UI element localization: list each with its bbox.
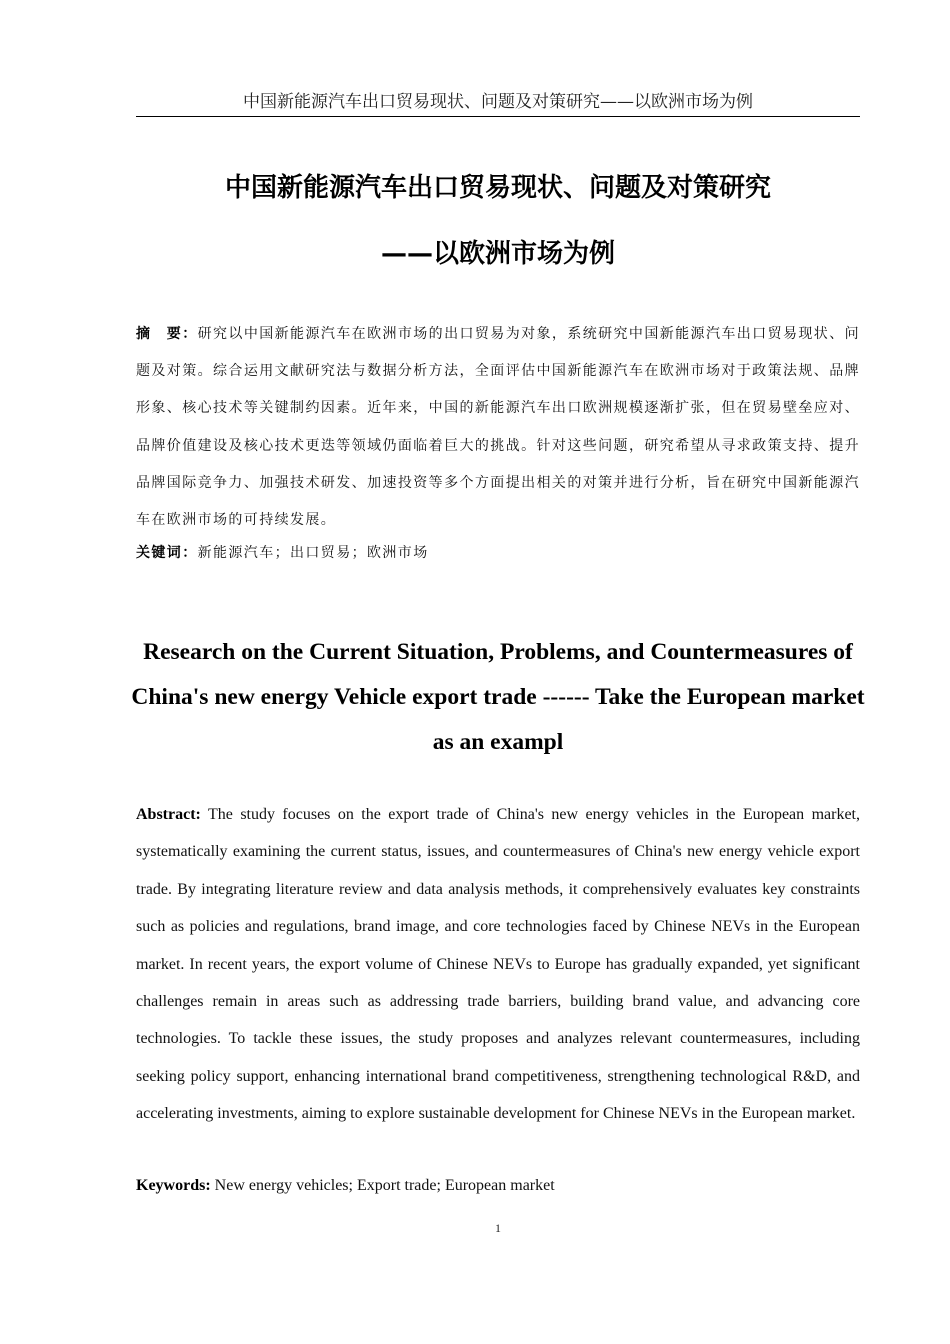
- chinese-keywords: [136, 536, 860, 570]
- english-keywords-text: New energy vehicles; Export trade; European market: [214, 1177, 555, 1194]
- chinese-abstract-label: 摘 要：: [136, 326, 198, 342]
- chinese-keywords-text: 新能源汽车；出口贸易；欧洲市场: [197, 545, 429, 561]
- english-keywords-label: Keywords:: [136, 1177, 211, 1194]
- chinese-keywords-label: 关键词：: [136, 545, 198, 561]
- english-title: Research on the Current Situation, Problems, and Countermeasures of China's new energy Vehicle export trade ------ Take the European market as an exampl: [131, 639, 865, 755]
- english-abstract: [136, 796, 860, 1133]
- chinese-abstract-text: 研究以中国新能源汽车在欧洲市场的出口贸易为对象，系统研究中国新能源汽车出口贸易现状、问题及对策。综合运用文献研究法与数据分析方法，全面评估中国新能源汽车在欧洲市场对于政策法规、品牌形象、核心技术等关键制约因素。近年来，中国的新能源汽车出口欧洲规模逐渐扩张，但在贸易壁垒应对、品牌价值建设及核心技术更迭等领域仍面临着巨大的挑战。针对这些问题，研究希望从寻求政策支持、提升品牌国际竞争力、加强技术研发、加速投资等多个方面提出相关的对策并进行分析，旨在研究中国新能源汽车在欧洲市场的可持续发展。: [136, 326, 860, 529]
- chinese-title-line-2: ——以欧洲市场为例: [380, 239, 615, 269]
- english-keywords: [136, 1172, 860, 1200]
- chinese-title-line-1: 中国新能源汽车出口贸易现状、问题及对策研究: [224, 173, 771, 203]
- english-abstract-label: Abstract:: [136, 806, 201, 823]
- chinese-abstract: [136, 316, 860, 539]
- running-header: 中国新能源汽车出口贸易现状、问题及对策研究——以欧洲市场为例: [136, 90, 860, 117]
- english-abstract-text: The study focuses on the export trade of China's new energy vehicles in the European market, systematically examining the current status, issues, and countermeasures of China's new energy vehicle export trade. By integrating literature review and data analysis methods, it comprehensively evaluates key constraints such as policies and regulations, brand image, and core technologies faced by Chinese NEVs in the European market. In recent years, the export volume of Chinese NEVs to Europe has gradually expanded, yet significant challenges remain in areas such as addressing trade barriers, building brand value, and advancing core technologies. To tackle these issues, the study proposes and analyzes relevant countermeasures, including seeking policy support, enhancing international brand competitiveness, strengthening technological R&D, and accelerating investments, aiming to explore sustainable development for Chinese NEVs in the European market.: [136, 806, 860, 1123]
- page-number: 1: [495, 1221, 501, 1235]
